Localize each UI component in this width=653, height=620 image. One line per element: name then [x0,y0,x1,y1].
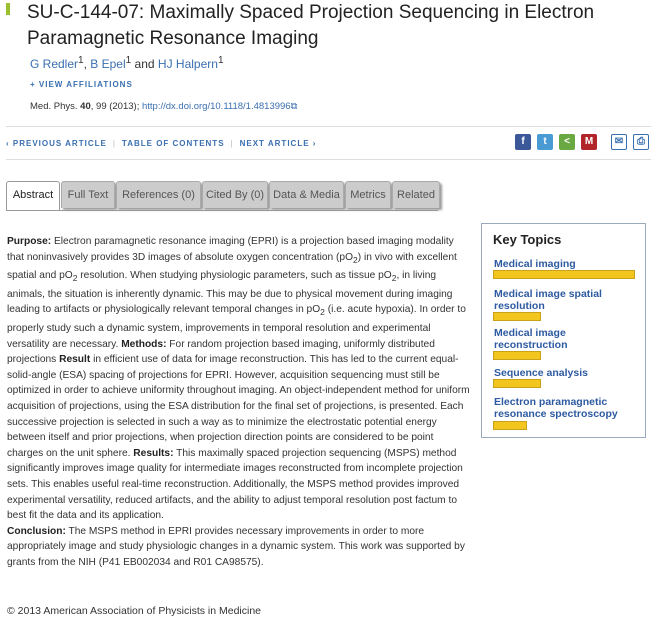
key-topics-panel [481,223,646,438]
abstract-text: Purpose: Electron paramagnetic resonance imaging (EPRI) is a projection based imaging modality that noninvasively provides 3D images of absolute oxygen concentration $(pO_2)$ in vivo with excellent spatial and $pO_2$ resolution. When studying physiologic parameters, such as tissue $pO_2$, in living animals, the situation is inherently dynamic. This may be due to physical movement during imaging leading to artifacts or physiologically relevant temporal changes in $pO_2$ (i.e. acute hypoxia). In order to properly study such a dynamic system, improvements in temporal resolution and experimental versatility are necessary. Methods: For random projection based imaging, uniformly distributed projections Result in efficient use of data for image reconstruction. This has led to the current equal-solid-angle (ESA) spacing of projections for EPRI. However, acquisition sequencing must still be optimized in order to achieve uniformity throughout imaging. An object-independent method for uniform acquisition of projections, using the ESA distribution for the final set of projections, is presented. Each successive projection is selected in such a way as to minimize the electrostatic potential energy between itself and prior projections, when projection direction points are considered to be point charges on the unit sphere. Results: This maximally spaced projection sequencing (MSPS) method significantly improves image quality for intermediate images reconstructed from incomplete projection sets. This enables useful real-time reconstruction. Additionally, the MSPS method provides improved experimental versatility, reduced artifacts, and the ability to adjust temporal resolution post factum to best fit the data and its application. Conclusion: The MSPS method in EPRI provides necessary improvements in order to more appropriately image and study physiologic changes in a dynamic system. This work was supported by grants from the NIH (P41 EB002034 and R01 CA98575). [7,236,470,568]
previous-article-link[interactable]: ‹ PREVIOUS ARTICLE [6,139,107,148]
tab-related[interactable]: Related [392,181,440,208]
tab-full-text[interactable]: Full Text [61,181,115,208]
view-affiliations-link[interactable]: + VIEW AFFILIATIONS [30,80,133,89]
tab-metrics[interactable]: Metrics [345,181,391,208]
topic-relevance-bar [493,379,541,388]
pages-year: 99 (2013); [96,101,140,112]
twitter-icon[interactable]: t [537,134,553,150]
key-topic-link[interactable]: Electron paramagnetic resonance spectroscopy [494,396,618,420]
title-accent-bar [6,3,10,15]
print-icon[interactable]: ⎙ [633,134,649,150]
key-topic-link[interactable]: Sequence analysis [494,367,588,379]
author-list: G Redler$^1$, B Epel$^1$ and HJ Halpern$^1$ [30,55,224,71]
doi-link[interactable]: http://dx.doi.org/10.1118/1.4813996 [141,101,291,112]
external-link-icon: ⧉ [290,101,298,112]
author-affil-sup: 1 [78,55,84,66]
author-affil-sup: 1 [125,55,132,66]
key-topic-link[interactable]: Medical imaging [494,258,576,270]
mendeley-icon[interactable]: M [581,134,597,150]
key-topic-link[interactable]: Medical image spatial resolution [494,288,602,312]
tab-abstract[interactable]: Abstract [6,181,60,210]
author-link[interactable]: B Epel [90,57,126,71]
key-topics-title: Key Topics [493,232,562,247]
tab-data-media[interactable]: Data & Media [269,181,344,208]
article-title: SU-C-144-07: Maximally Spaced Projection Sequencing in Electron Paramagnetic Resonance Imaging [27,2,595,49]
journal-volume: 40 [80,101,91,112]
author-link[interactable]: G Redler [30,57,79,71]
table-of-contents-link[interactable]: TABLE OF CONTENTS [121,139,225,148]
email-icon[interactable]: ✉ [611,134,627,150]
journal-name: Med. Phys. [30,101,78,112]
tab-cited-by[interactable]: Cited By (0) [202,181,268,208]
article-nav: ‹ PREVIOUS ARTICLE | TABLE OF CONTENTS | NEXT ARTICLE › [6,139,317,148]
topic-relevance-bar [493,312,541,321]
key-topic-link[interactable]: Medical image reconstruction [494,327,568,351]
citation: Med. Phys. 40, 99 (2013); http://dx.doi.org/10.1118/1.4813996⧉ [30,101,298,112]
next-article-link[interactable]: NEXT ARTICLE › [239,139,317,148]
topic-relevance-bar [493,421,527,430]
topic-relevance-bar [493,270,635,279]
copyright: © 2013 American Association of Physicists in Medicine [7,605,262,617]
share-icon[interactable]: < [559,134,575,150]
author-and: and [134,57,155,71]
topic-relevance-bar [493,351,541,360]
author-affil-sup: 1 [217,55,224,66]
tab-underline [6,210,438,211]
tab-references[interactable]: References (0) [116,181,201,208]
divider [6,159,651,160]
divider [6,126,651,127]
author-link[interactable]: HJ Halpern [157,57,218,71]
facebook-icon[interactable]: f [515,134,531,150]
